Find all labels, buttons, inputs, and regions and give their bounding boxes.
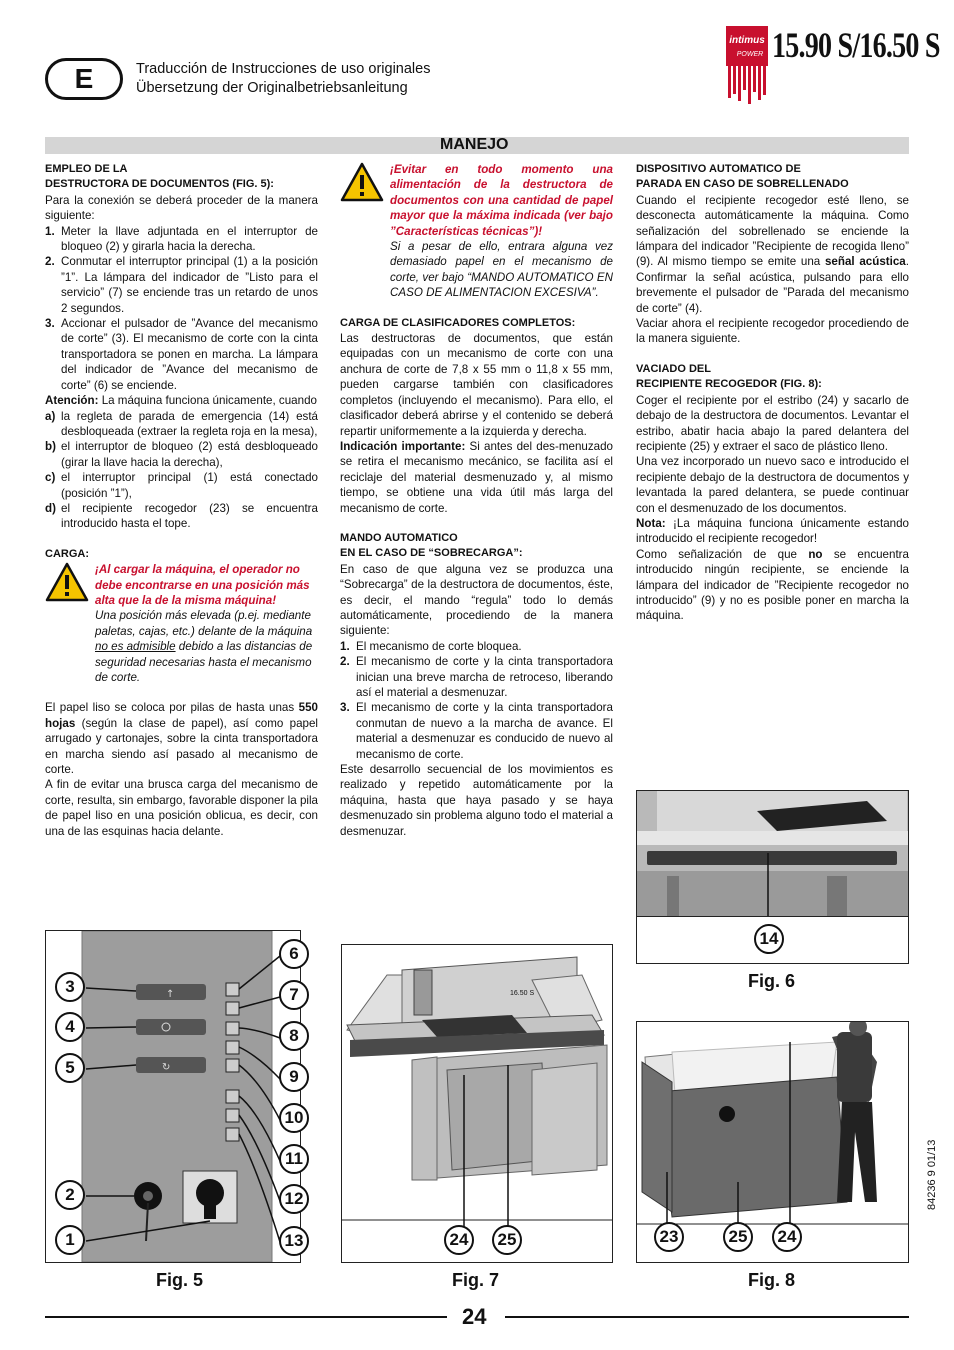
heading: MANDO AUTOMATICO <box>340 531 458 544</box>
list-item: 2. El mecanismo de corte y la cinta transportadora inician una breve marcha de retroceso, liberando así el material a desmenuzar. <box>340 655 613 699</box>
paragraph: Las destructoras de documentos, que están equipadas con un mecanismo de corte con una anchura de corte de 7,8 x 55 mm o 11,8 x 55 mm, pueden cargarse también con clasificadores completos (incluyendo el mecanismo). Para ello, el clasificador deberá abrirse y el contenido se deberá repartir uniformemente a la izquierda y derecha. <box>340 332 613 438</box>
language-badge: E <box>45 58 123 100</box>
model-title: 15.90 S/16.50 S <box>772 25 940 65</box>
footer-rule-right <box>505 1316 909 1318</box>
paragraph: En caso de que alguna vez se produzca una “Sobrecarga” de la destructora de documentos, éste, es decir, el mando “regula” todo lo demás automáticamente, procediendo de la manera siguiente: <box>340 562 613 638</box>
callout-12: 12 <box>279 1184 309 1214</box>
paragraph: Para la conexión se deberá proceder de la manera siguiente: <box>45 193 318 223</box>
callout-25: 25 <box>723 1222 753 1252</box>
warning-note: Si a pesar de ello, entrara alguna vez demasiado papel en el mecanismo de corte, ver bajo “MANDO AUTOMATICO EN CASO DE ALIMENTACION EXCESIVA”. <box>390 240 613 300</box>
paragraph: Coger el recipiente por el estribo (24) y sacarlo de debajo de la destructora de documentos. Levantar el estribo, abatir hacia abajo la pared delantera del recipiente (25) y extraer el saco de plástico lleno. <box>636 393 909 453</box>
callout-6: 6 <box>279 939 309 969</box>
list-item: 1. Meter la llave adjuntada en el interruptor de bloqueo (2) y girarla hacia la derecha. <box>45 224 318 254</box>
heading: PARADA EN CASO DE SOBRELLENADO <box>636 178 849 191</box>
callout-8: 8 <box>279 1021 309 1051</box>
callout-11: 11 <box>279 1144 309 1174</box>
callout-24: 24 <box>772 1222 802 1252</box>
list-item: c) el interruptor principal (1) está conectado (posición ”1”), <box>45 471 318 500</box>
callout-4: 4 <box>55 1012 85 1042</box>
control-panel-image <box>46 931 300 1262</box>
paragraph: Este desarrollo secuencial de los movimientos es realizado y repetido automáticamente por la máquina, hasta que haya pasado y se haya desmenuzado sin problema alguno todo el material a desmenuzar. <box>340 763 613 838</box>
heading: EN EL CASO DE “SOBRECARGA”: <box>340 547 523 560</box>
warning-note: Una posición más elevada (p.ej. mediante paletas, cajas, etc.) delante de la máquina no es admisible debido a las distancias de seguridad necesarias hasta el mecanismo de corte. <box>95 609 313 684</box>
callout-24: 24 <box>444 1225 474 1255</box>
callout-7: 7 <box>279 980 309 1010</box>
heading: EMPLEO DE LA <box>45 163 128 175</box>
shredder-image <box>342 945 612 1262</box>
list-item: d) el recipiente recogedor (23) se encuentra introducido hasta el tope. <box>45 501 318 531</box>
heading: RECIPIENTE RECOGEDOR (FIG. 8): <box>636 378 822 391</box>
list-item: 3. El mecanismo de corte y la cinta transportadora conmutan de nuevo a la marcha de avance. El material a desmenuzar es conducido de nuevo al mecanismo de corte. <box>340 701 613 761</box>
callout-13: 13 <box>279 1226 309 1256</box>
figure-8-label: Fig. 8 <box>748 1270 796 1290</box>
callout-25: 25 <box>492 1225 522 1255</box>
callout-10: 10 <box>279 1103 309 1133</box>
list-item: 3. Accionar el pulsador de ”Avance del mecanismo de corte” (3). El mecanismo de corte con la cinta transportadora se ponen en marcha. La lámpara del indicador de ”Avance del mecanismo de corte” (6) se enciende. <box>45 317 318 392</box>
callout-14: 14 <box>754 924 784 954</box>
heading: VACIADO DEL <box>636 362 711 375</box>
logo-sub: POWER <box>736 51 764 58</box>
header-line-1: Traducción de Instrucciones de uso originales <box>136 61 431 77</box>
list-item: b) el interruptor de bloqueo (2) está desbloqueado (girar la llave hacia la derecha), <box>45 440 318 469</box>
heading: DESTRUCTORA DE DOCUMENTOS (FIG. 5): <box>45 178 274 191</box>
heading: DISPOSITIVO AUTOMATICO DE <box>636 163 801 175</box>
logo-brand: intimus <box>729 35 765 46</box>
header-line-2: Übersetzung der Originalbetriebsanleitung <box>136 80 408 96</box>
paragraph: Una vez incorporado un nuevo saco e introducido el recipiente debajo de la destructora de documentos y levantada la pared delantera, se puede continuar con el desmenuzado de los documentos. <box>636 455 909 515</box>
footer-rule-left <box>45 1316 447 1318</box>
warning-text: ¡Al cargar la máquina, el operador no debe encontrarse en una posición más alta que la de la misma máquina! <box>95 563 310 607</box>
callout-9: 9 <box>279 1062 309 1092</box>
callout-1: 1 <box>55 1225 85 1255</box>
paragraph: Vaciar ahora el recipiente recogedor procediendo de la manera siguiente. <box>636 317 909 346</box>
figure-7 <box>341 944 613 1263</box>
list-item: 2. Conmutar el interruptor principal (1) a la posición ”1”. La lámpara del indicador de ”Listo para el servicio” (7) se enciende tras un retardo de unos 2 segundos. <box>45 255 318 315</box>
section-title: MANEJO <box>440 136 509 153</box>
attention-paragraph: Atención: La máquina funciona únicamente, cuando <box>45 394 317 408</box>
warning-block <box>340 162 613 301</box>
warning-icon <box>45 562 89 602</box>
paragraph: Como señalización de que no se encuentra introducido ningún recipiente, se enciende la lámpara del indicador de ”Recipiente recogedor no introducido” (9) y no es posible poner en marcha la máquina. <box>636 547 909 623</box>
column-3 <box>636 162 909 624</box>
machine-label: 16.50 S <box>510 990 535 997</box>
column-2 <box>340 162 613 839</box>
svg-text:↻: ↻ <box>162 1062 171 1073</box>
document-code: 84236 9 01/13 <box>926 1139 938 1210</box>
heading: CARGA DE CLASIFICADORES COMPLETOS: <box>340 316 576 329</box>
warning-block <box>45 562 318 685</box>
callout-23: 23 <box>654 1222 684 1252</box>
list-item: a) la regleta de parada de emergencia (14) está desbloqueada (extraer la regleta roja en la mesa), <box>45 409 318 438</box>
paragraph: Nota: ¡La máquina funciona únicamente estando introducido el recipiente recogedor! <box>636 516 909 546</box>
heading: CARGA: <box>45 547 89 560</box>
svg-text:↑: ↑ <box>166 989 175 1000</box>
header-text <box>136 60 430 98</box>
figure-6-image <box>637 791 908 916</box>
paragraph: El papel liso se coloca por pilas de hasta unas 550 hojas (según la clase de papel), así como papel arrugado y cartonajes, sobre la cinta transportadora en marcha siendo así pasado al mecanismo de corte. <box>45 701 318 777</box>
page-number: 24 <box>462 1304 487 1329</box>
paragraph: A fin de evitar una brusca carga del mecanismo de corte, resulta, sin embargo, favorable disponer la pila de papel liso en una posición oblicua, es decir, con una de las esquinas hacia delante. <box>45 778 318 838</box>
warning-icon <box>340 162 384 202</box>
paragraph: Cuando el recipiente recogedor esté lleno, se desconecta automáticamente la máquina. Como señalización del sobrellenado se enciende la lámpara del indicador ”Recipiente de recogida lleno” (9). Al mismo tiempo se emite una señal acústica. Confirmar la señal acústica, pulsando para ello brevemente el pulsador de ”Parada del mecanismo de corte” (4). <box>636 193 909 315</box>
figure-5-label: Fig. 5 <box>156 1270 204 1290</box>
callout-3: 3 <box>55 972 85 1002</box>
callout-2: 2 <box>55 1180 85 1210</box>
figure-6-label: Fig. 6 <box>748 971 796 991</box>
list-item: 1. El mecanismo de corte bloquea. <box>340 639 522 653</box>
figure-7-label: Fig. 7 <box>452 1270 500 1290</box>
callout-5: 5 <box>55 1053 85 1083</box>
paragraph: Indicación importante: Si antes del des-menuzado se retira el mecanismo mecánico, se facilita así el reciclaje del material desmenuzado y, al mismo tiempo, se obtiene una vida útil más larga del mecanismo de corte. <box>340 439 613 515</box>
column-1 <box>45 162 318 839</box>
intimus-logo <box>726 26 768 106</box>
warning-text: ¡Evitar en todo momento una alimentación de la destructora de documentos con una cantidad de papel mayor que la máxima indicada (ver bajo ”Características técnicas”)! <box>390 163 613 238</box>
